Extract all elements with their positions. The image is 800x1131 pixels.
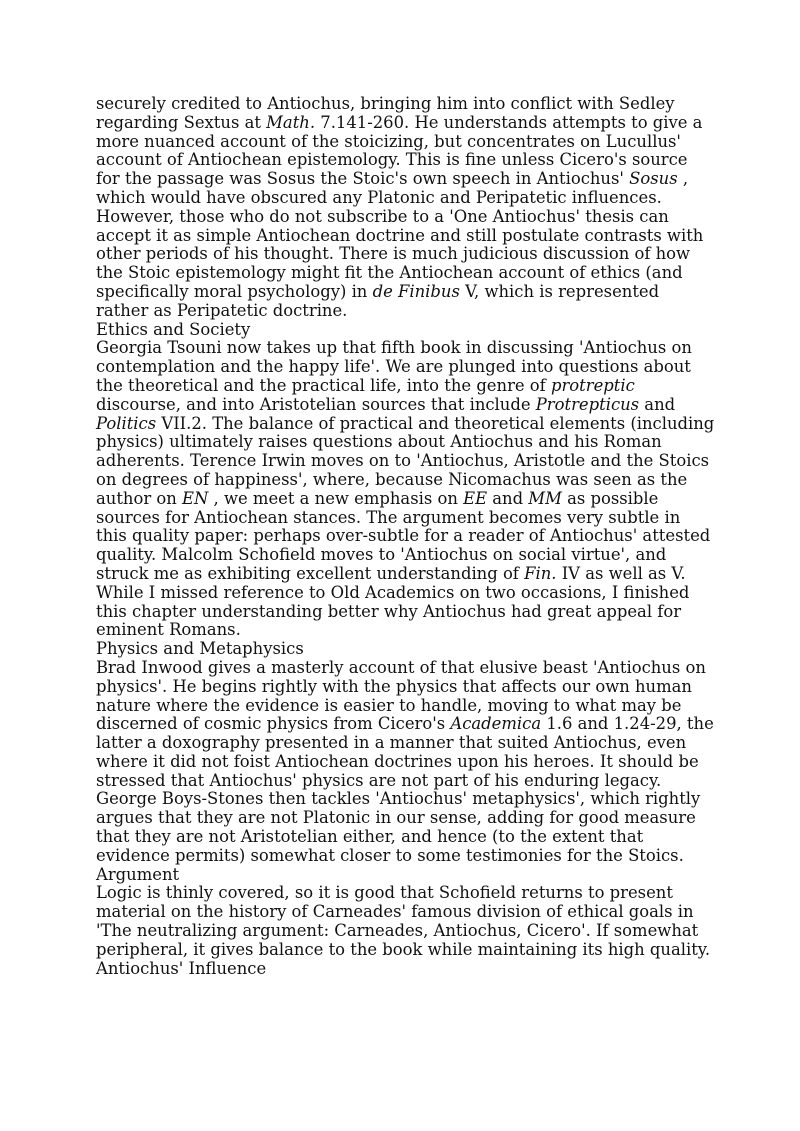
italic-text-run: Fin. (524, 563, 557, 583)
body-paragraph (96, 884, 716, 959)
text-run: Logic is thinly covered, so it is good that Schofield returns to present material on the history of Carneades' famous division of ethical goals in 'The neutralizing argument: Carneades, Antiochus, Cicero'. If somewhat peripheral, it gives balance to the book while maintaining its high quality. (96, 883, 711, 959)
text-run: 1.6 and 1.24-29, the latter a doxography presented in a manner that suited Antiochus, even where it did not foist Antiochean doctrines upon his heroes. It should be stressed that Antiochus' physics are not part of his enduring legacy. George Boys-Stones then tackles 'Antiochus' metaphysics', which rightly argues that they are not Platonic in our sense, adding for good measure that they are not Aristotelian either, and hence (to the extent that evidence permits) somewhat closer to some testimonies for the Stoics. (96, 714, 714, 865)
text-run: V, which is represented rather as Peripatetic doctrine. (96, 281, 660, 320)
italic-text-run: de Finibus (372, 281, 460, 301)
body-paragraph (96, 339, 716, 640)
text-run: Ethics and Society (96, 319, 251, 339)
text-run: 7.141-260. He understands attempts to give a more nuanced account of the stoicizing, but concentrates on Lucullus' account of Antiochean epistemology. This is fine unless Cicero's source for the passage was Sosus the Stoic's own speech in Antiochus' (96, 112, 703, 189)
italic-text-run: MM (528, 488, 562, 508)
section-heading (96, 960, 716, 979)
text-run: Brad Inwood gives a masterly account of that elusive beast 'Antiochus on physics'. He begins rightly with the physics that affects our own human nature where the evidence is easier to handle, moving to what may be discerned of cosmic physics from Cicero's (96, 657, 706, 734)
italic-text-run: Academica (450, 714, 542, 734)
text-run: Physics and Metaphysics (96, 639, 304, 659)
text-run: IV as well as V. While I missed reference to Old Academics on two occasions, I finished this chapter understanding better why Antiochus had great appeal for eminent Romans. (96, 563, 690, 640)
italic-text-run: Politics (96, 413, 157, 433)
italic-text-run: Sosus (629, 169, 678, 189)
italic-text-run: protreptic (550, 375, 635, 395)
body-paragraph (96, 95, 716, 321)
section-heading (96, 321, 716, 340)
text-run: and (639, 394, 676, 414)
text-run: discourse, and into Aristotelian sources that include (96, 394, 536, 414)
document-page (96, 95, 716, 978)
text-run: and (487, 488, 529, 508)
body-paragraph (96, 659, 716, 866)
text-run: , we meet a new emphasis on (208, 488, 464, 508)
section-heading (96, 640, 716, 659)
italic-text-run: Math. (266, 112, 316, 132)
italic-text-run: EN (182, 488, 209, 508)
text-run: as possible sources for Antiochean stances. The argument becomes very subtle in this quality paper: perhaps over-subtle for a reader of Antiochus' attested quality. Malcolm Schofield moves to 'Antiochus on social virtue', and struck me as exhibiting excellent understanding of (96, 488, 711, 583)
text-run: , which would have obscured any Platonic and Peripatetic influences. However, those who do not subscribe to a 'One Antiochus' thesis can accept it as simple Antiochean doctrine and still postulate contrasts with other periods of his thought. There is much judicious discussion of how the Stoic epistemology might fit the Antiochean account of ethics (and specifically moral psychology) in (96, 169, 704, 301)
text-run: securely credited to Antiochus, bringing him into conflict with Sedley regarding Sextus at (96, 94, 675, 132)
text-run: Antiochus' Influence (96, 958, 267, 978)
section-heading (96, 866, 716, 885)
italic-text-run: EE (463, 488, 488, 508)
italic-text-run: Protrepticus (535, 394, 640, 414)
text-run: Georgia Tsouni now takes up that fifth book in discussing 'Antiochus on contemplation and the happy life'. We are plunged into questions about the theoretical and the practical life, into the genre of (96, 338, 692, 395)
text-run: Argument (96, 864, 180, 884)
text-run: VII.2. The balance of practical and theoretical elements (including physics) ultimately raises questions about Antiochus and his Roman adherents. Terence Irwin moves on to 'Antiochus, Aristotle and the Stoics on degrees of happiness', where, because Nicomachus was seen as the author on (96, 413, 715, 508)
